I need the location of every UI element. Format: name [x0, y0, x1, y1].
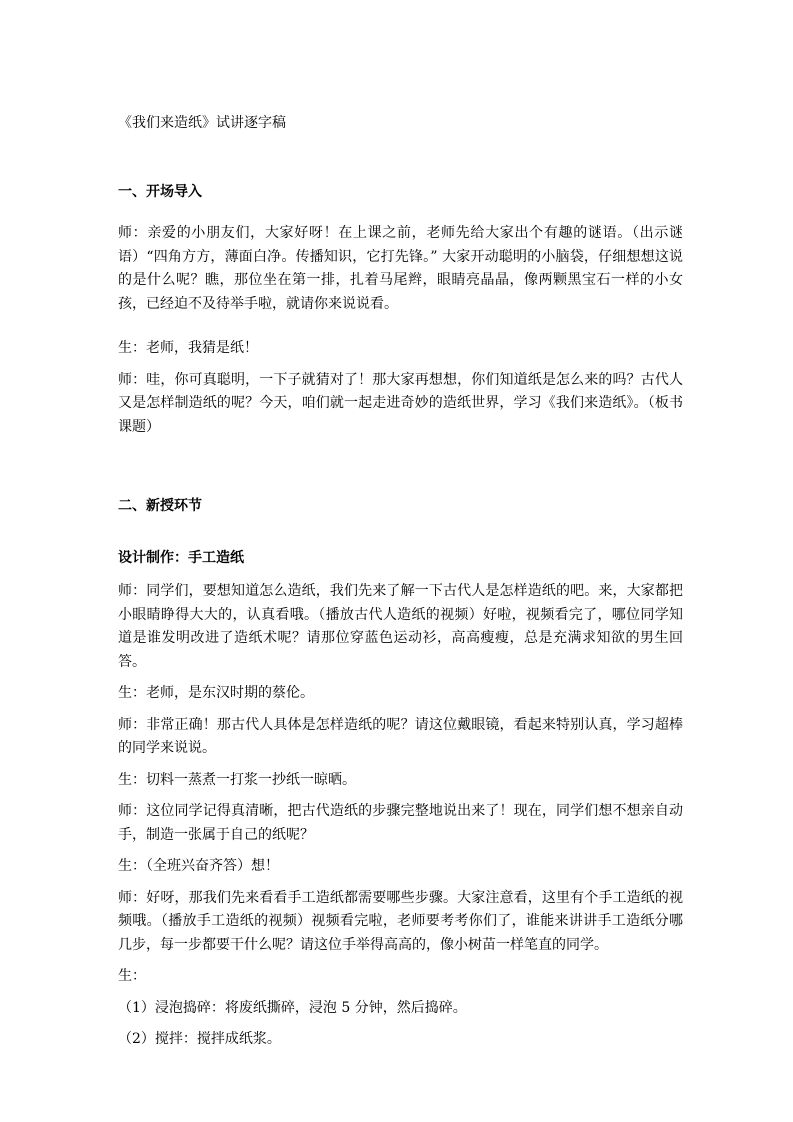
section-heading-intro: 一、开场导入 [118, 184, 202, 200]
paragraph: 师：同学们，要想知道怎么造纸，我们先来了解一下古代人是怎样造纸的吧。来，大家都把小眼睛睁得大大的，认真看哦。（播放古代人造纸的视频）好啦，视频看完了，哪位同学知道是谁发明改进了造纸术呢？请那位穿蓝色运动衫，高高瘦瘦，总是充满求知欲的男生回答。 [118, 583, 683, 670]
paragraph: 师：这位同学记得真清晰，把古代造纸的步骤完整地说出来了！现在，同学们想不想亲自动手，制造一张属于自己的纸呢？ [118, 803, 683, 843]
document-title: 《我们来造纸》试讲逐字稿 [118, 115, 286, 131]
paragraph: 生：老师，是东汉时期的蔡伦。 [118, 685, 314, 701]
paragraph: 生： [118, 968, 146, 984]
document-body [118, 112, 683, 1060]
list-item: （1）浸泡捣碎：将废纸撕碎，浸泡 5 分钟，然后捣碎。 [118, 999, 467, 1016]
paragraph: 师：非常正确！那古代人具体是怎样造纸的呢？请这位戴眼镜，看起来特别认真，学习超棒的同学来说说。 [118, 716, 683, 756]
paragraph: 师：亲爱的小朋友们，大家好呀！在上课之前，老师先给大家出个有趣的谜语。（出示谜语）“四角方方，薄面白净。传播知识，它打先锋。” 大家开动聪明的小脑袋，仔细想想这说的是什么呢？瞧，那位坐在第一排，扎着马尾辫，眼睛亮晶晶，像两颗黑宝石一样的小女孩，已经迫不及待举手啦，就请你来说说看。 [118, 225, 683, 312]
paragraph: 师：好呀，那我们先来看看手工造纸都需要哪些步骤。大家注意看，这里有个手工造纸的视频哦。（播放手工造纸的视频）视频看完啦，老师要考考你们了，谁能来讲讲手工造纸分哪几步，每一步都要干什么呢？请这位手举得高高的，像小树苗一样笔直的同学。 [118, 889, 683, 953]
paragraph: 生：（全班兴奋齐答）想！ [118, 858, 279, 874]
sub-heading: 设计制作：手工造纸 [118, 550, 244, 566]
section-heading-new-lesson: 二、新授环节 [118, 498, 202, 514]
paragraph: 生：切料一蒸煮一打浆一抄纸一晾晒。 [118, 771, 356, 788]
paragraph: 生：老师，我猜是纸！ [118, 340, 258, 356]
list-item: （2）搅拌：搅拌成纸浆。 [118, 1031, 281, 1047]
paragraph: 师：哇，你可真聪明，一下子就猜对了！那大家再想想，你们知道纸是怎么来的吗？古代人又是怎样制造纸的呢？今天，咱们就一起走进奇妙的造纸世界，学习《我们来造纸》。（板书课题） [118, 371, 683, 435]
